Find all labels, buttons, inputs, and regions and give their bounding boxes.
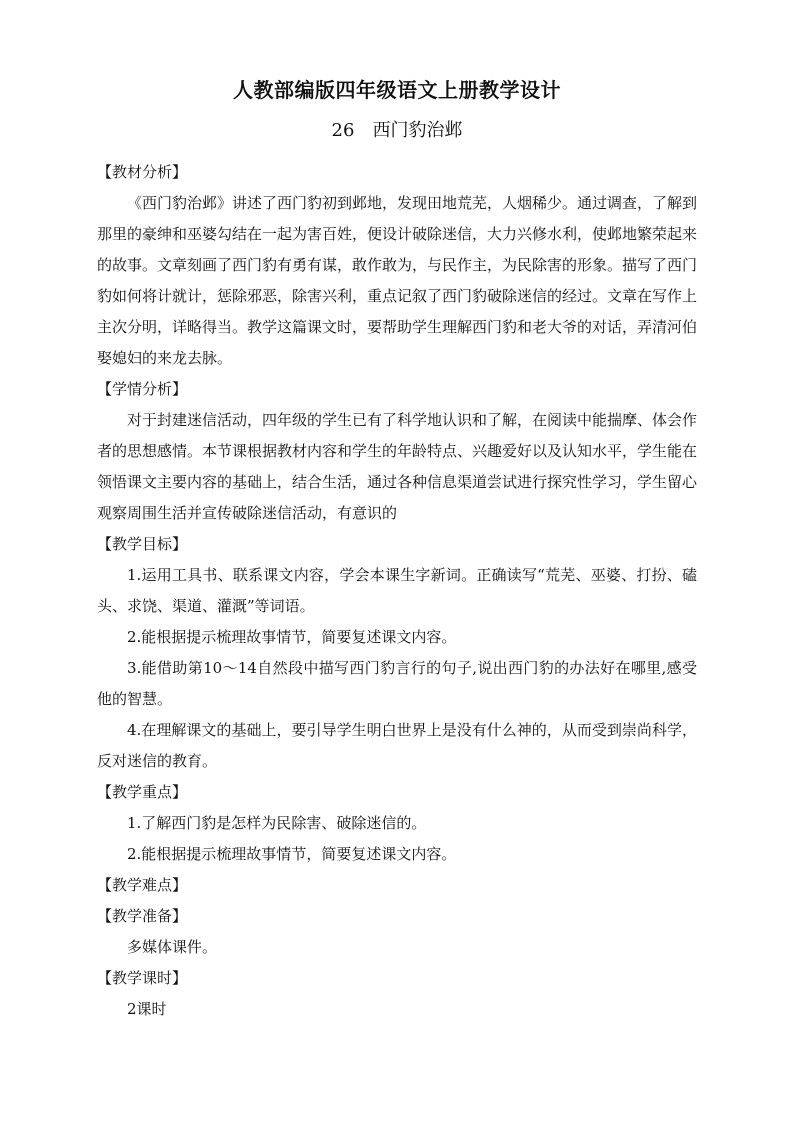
objective-item-1: 1.运用工具书、联系课文内容，学会本课生字新词。正确读写“荒芜、巫婆、打扮、磕头、求饶、渠道、灌溉”等词语。 xyxy=(97,566,697,615)
key-point-item-1: 1.了解西门豹是怎样为民除害、破除迷信的。 xyxy=(127,814,427,832)
section-preparation xyxy=(97,901,697,963)
document-title: 人教部编版四年级语文上册教学设计 xyxy=(233,78,561,102)
key-point-item-2: 2.能根据提示梳理故事情节，简要复述课文内容。 xyxy=(127,845,457,863)
section-duration xyxy=(97,963,697,1025)
section-heading-duration: 【教学课时】 xyxy=(97,969,188,987)
objective-item-4: 4.在理解课文的基础上，要引导学生明白世界上是没有什么神的，从而受到崇尚科学，反对迷信的教育。 xyxy=(97,721,697,770)
student-analysis-text: 对于封建迷信活动，四年级的学生已有了科学地认识和了解，在阅读中能揣摩、体会作者的思想感情。本节课根据教材内容和学生的年龄特点、兴趣爱好以及认知水平，学生能在领悟课文主要内容的基础上，结合生活，通过各种信息渠道尝试进行探究性学习，学生留心观察周围生活并宣传破除迷信活动，有意识的 xyxy=(97,411,698,522)
section-heading-student-analysis: 【学情分析】 xyxy=(97,380,188,398)
section-heading-material-analysis: 【教材分析】 xyxy=(97,163,188,181)
duration-text: 2课时 xyxy=(127,1000,167,1018)
document-body xyxy=(97,157,697,1025)
section-material-analysis xyxy=(97,157,697,374)
material-analysis-text: 《西门豹治邺》讲述了西门豹初到邺地，发现田地荒芜，人烟稀少。通过调查，了解到那里的豪绅和巫婆勾结在一起为害百姓，便设计破除迷信，大力兴修水利，使邺地繁荣起来的故事。文章刻画了西门豹有勇有谋，敢作敢为，与民作主，为民除害的形象。描写了西门豹如何将计就计，惩除邪恶，除害兴利，重点记叙了西门豹破除迷信的经过。文章在写作上主次分明，详略得当。教学这篇课文时，要帮助学生理解西门豹和老大爷的对话，弄清河伯娶媳妇的来龙去脉。 xyxy=(97,194,698,367)
section-heading-objectives: 【教学目标】 xyxy=(97,535,188,553)
section-student-analysis xyxy=(97,374,697,529)
section-heading-key-points: 【教学重点】 xyxy=(97,783,188,801)
section-objectives xyxy=(97,529,697,777)
objective-item-2: 2.能根据提示梳理故事情节，简要复述课文内容。 xyxy=(127,628,457,646)
section-difficulties xyxy=(97,870,697,901)
section-heading-difficulties: 【教学难点】 xyxy=(97,876,188,894)
preparation-text: 多媒体课件。 xyxy=(127,938,218,956)
objective-item-3: 3.能借助第10～14自然段中描写西门豹言行的句子,说出西门豹的办法好在哪里,感受他的智慧。 xyxy=(97,659,697,708)
section-key-points xyxy=(97,777,697,870)
lesson-title: 26 西门豹治邺 xyxy=(331,120,463,141)
section-heading-preparation: 【教学准备】 xyxy=(97,907,188,925)
